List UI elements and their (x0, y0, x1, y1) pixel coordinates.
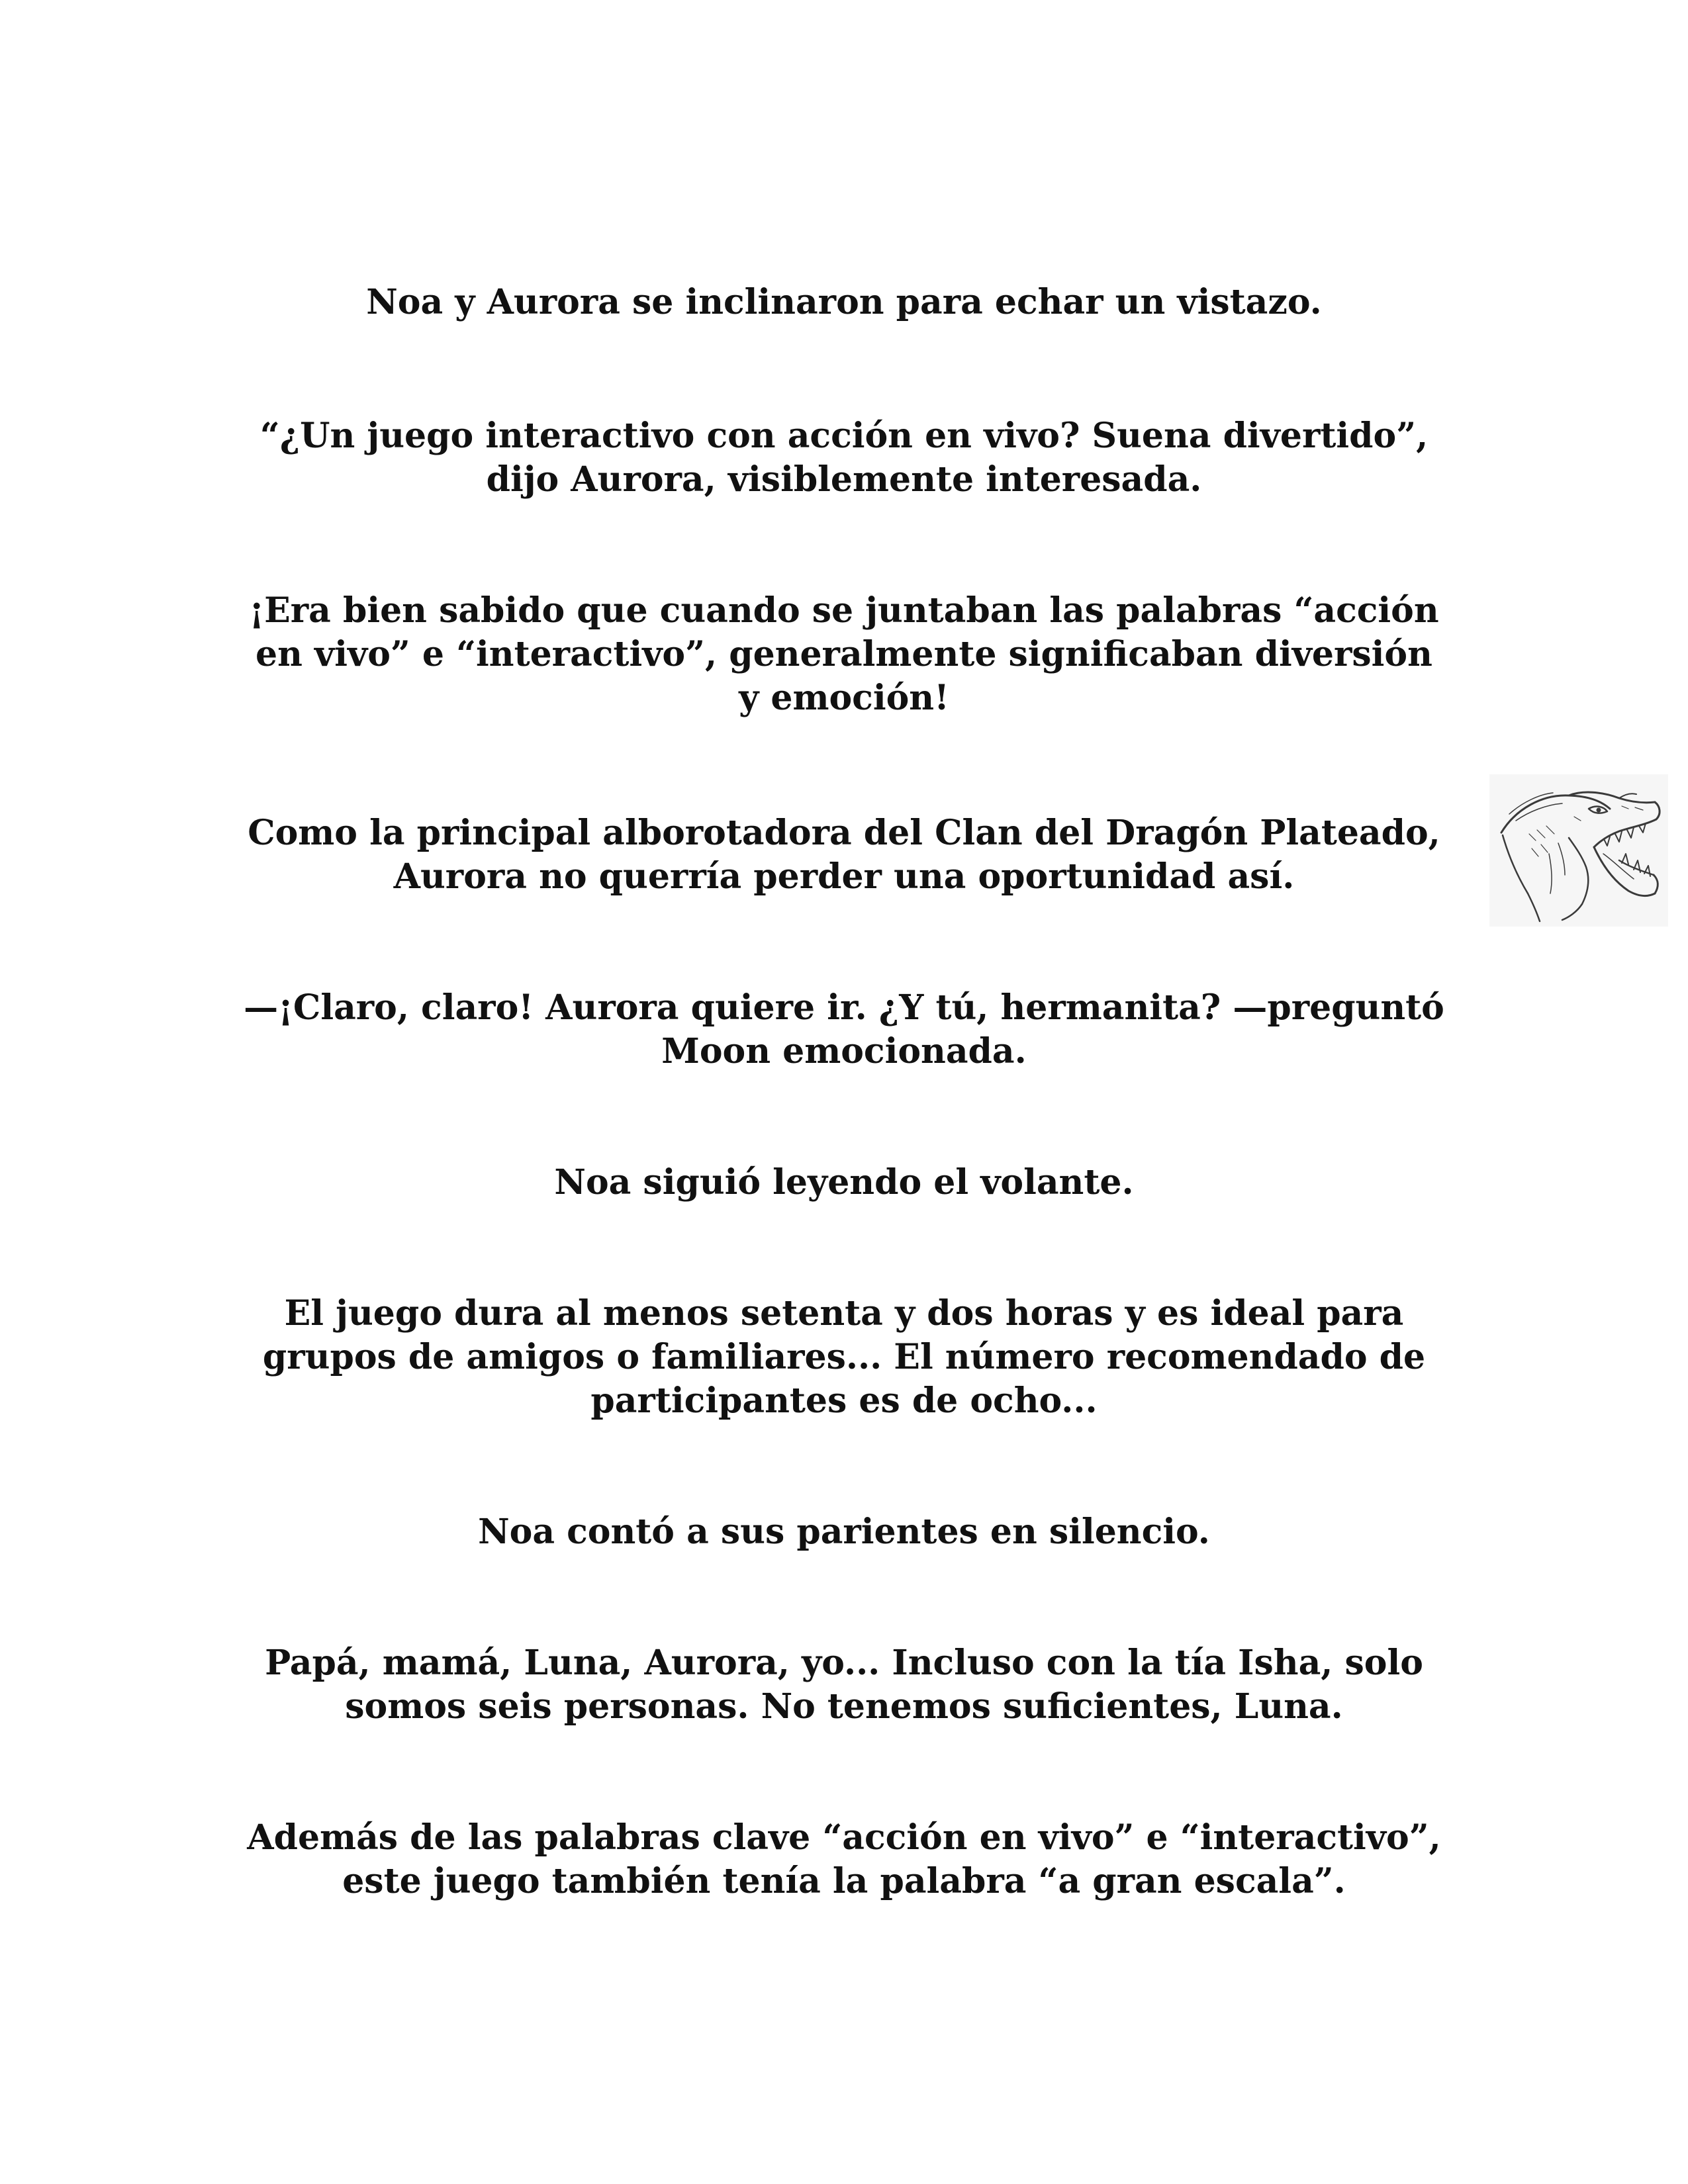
text-line: grupos de amigos o familiares... El número recomendado de (262, 1337, 1426, 1377)
text-line: en vivo” e “interactivo”, generalmente significaban diversión (256, 634, 1432, 674)
text-line: este juego también tenía la palabra “a gran escala”. (342, 1861, 1346, 1901)
paragraph (225, 1161, 1463, 1205)
text-line: “¿Un juego interactivo con acción en vivo? Suena divertido”, (259, 416, 1429, 456)
text-line: ¡Era bien sabido que cuando se juntaban las palabras “acción (249, 590, 1439, 631)
text-line: Papá, mamá, Luna, Aurora, yo... Incluso con la tía Isha, solo (265, 1643, 1423, 1683)
paragraph (225, 281, 1463, 324)
paragraph (225, 589, 1463, 720)
text-line: somos seis personas. No tenemos suficientes, Luna. (345, 1686, 1343, 1727)
paragraph (225, 1816, 1463, 1903)
text-line: dijo Aurora, visiblemente interesada. (486, 459, 1202, 500)
text-line: y emoción! (739, 678, 949, 718)
paragraph (225, 1292, 1463, 1423)
text-line: participantes es de ocho... (590, 1381, 1098, 1421)
paragraph (225, 1510, 1463, 1554)
text-line: Además de las palabras clave “acción en vivo” e “interactivo”, (247, 1817, 1441, 1858)
dragon-head-sketch-icon (1489, 774, 1668, 927)
text-line: El juego dura al menos setenta y dos horas y es ideal para (284, 1293, 1404, 1334)
paragraph (225, 1641, 1463, 1729)
text-line: —¡Claro, claro! Aurora quiere ir. ¿Y tú, hermanita? —preguntó (244, 987, 1444, 1028)
text-line: Noa contó a sus parientes en silencio. (478, 1512, 1210, 1552)
text-line: Noa siguió leyendo el volante. (554, 1162, 1134, 1203)
text-line: Noa y Aurora se inclinaron para echar un vistazo. (366, 282, 1322, 322)
paragraph (225, 811, 1463, 899)
text-line: Aurora no querría perder una oportunidad así. (393, 856, 1295, 897)
paragraph (225, 414, 1463, 502)
paragraph (225, 986, 1463, 1073)
text-line: Moon emocionada. (661, 1031, 1027, 1071)
text-line: Como la principal alborotadora del Clan del Dragón Plateado, (248, 813, 1440, 853)
